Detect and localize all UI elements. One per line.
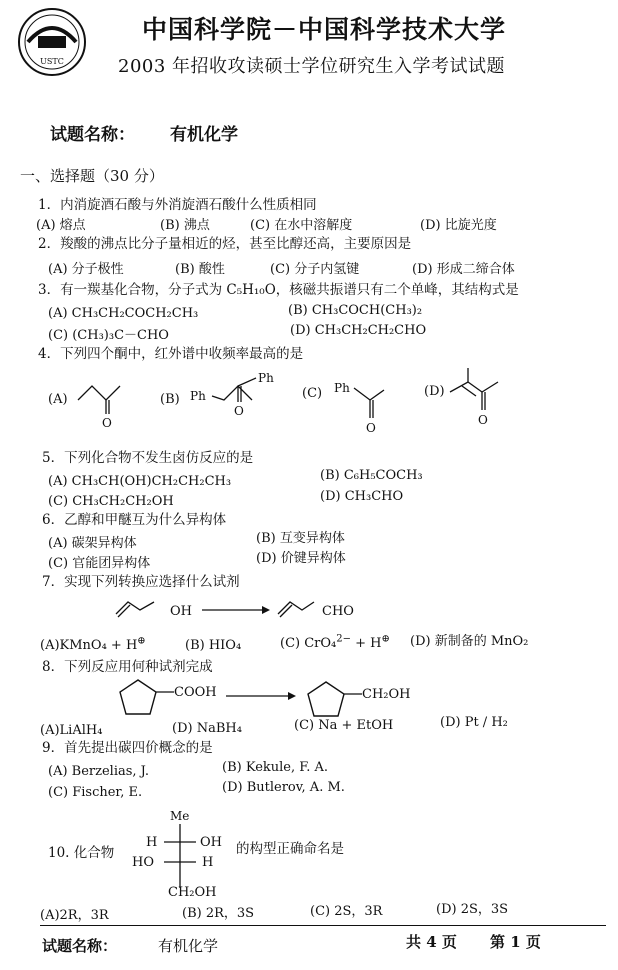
q10-top-group: Me [170, 809, 190, 823]
q6-option-d: (D) 价键异构体 [256, 551, 346, 566]
q7-option-b: (B) HIO₄ [185, 638, 242, 653]
header-title: 中国科学院－中国科学技术大学 [142, 15, 507, 44]
footer-rule [40, 925, 606, 926]
q7-option-c: (C) CrO₄ [280, 636, 337, 651]
q8-option-d: (D) Pt / H₂ [440, 715, 508, 730]
q4c-phenyl: Ph [334, 381, 350, 395]
q10-fischer-projection [128, 806, 248, 898]
section-title: 一、选择题（30 分） [20, 167, 164, 185]
q1-option-c: (C) 在水中溶解度 [250, 218, 353, 233]
q7-option-a-charge: ⊕ [137, 635, 146, 647]
q10-row1-left: H [146, 835, 158, 850]
q6-stem: 6．乙醇和甲醚互为什么异构体 [42, 512, 227, 528]
q1-stem: 1．内消旋酒石酸与外消旋酒石酸什么性质相同 [38, 197, 317, 213]
q3-option-c: (C) (CH₃)₃C－CHO [48, 328, 169, 343]
q9-option-d: (D) Butlerov, A. M. [222, 780, 345, 795]
q4-structure-b [190, 368, 300, 428]
q7-oh: OH [170, 604, 192, 619]
q4-stem: 4．下列四个酮中，红外谱中收频率最高的是 [38, 346, 304, 362]
q8-option-b: (D) NaBH₄ [172, 721, 242, 736]
q7-option-d: (D) 新制备的 MnO₂ [410, 634, 529, 649]
q10-option-a: (A)2R，3R [40, 908, 109, 923]
q7-option-c-charge: 2− [336, 633, 352, 645]
q4b-oxygen: O [234, 404, 244, 418]
q8-stem: 8．下列反应用何种试剂完成 [42, 659, 213, 675]
q3-option-a: (A) CH₃CH₂COCH₂CH₃ [48, 306, 199, 321]
footer-name: 有机化学 [158, 937, 219, 955]
q6-option-c: (C) 官能团异构体 [48, 556, 151, 571]
q1-option-d: (D) 比旋光度 [420, 218, 497, 233]
q7-cho: CHO [322, 604, 354, 619]
q4-option-c: (C) [302, 386, 323, 401]
q2-option-b: (B) 酸性 [175, 262, 225, 277]
q10-option-c: (C) 2S，3R [310, 904, 383, 919]
q6-option-a: (A) 碳架异构体 [48, 536, 137, 551]
q2-option-a: (A) 分子极性 [48, 262, 124, 277]
q4b-phenyl-left: Ph [190, 389, 206, 403]
q10-option-b: (B) 2R，3S [182, 906, 255, 921]
logo-text: USTC [40, 57, 64, 66]
q4c-oxygen: O [366, 421, 376, 435]
q9-option-b: (B) Kekule, F. A. [222, 760, 329, 775]
q10-row2-left: HO [132, 855, 154, 870]
q3-option-b: (B) CH₃COCH(CH₃)₂ [288, 303, 423, 318]
q4a-oxygen: O [102, 416, 112, 430]
q7-reaction [110, 592, 370, 632]
q2-option-c: (C) 分子内氢键 [270, 262, 360, 277]
footer-name-label: 试题名称： [42, 937, 118, 955]
exam-name-label: 试题名称： [50, 125, 135, 145]
q10-row1-right: OH [200, 835, 222, 850]
q3-stem: 3．有一羰基化合物，分子式为 C₅H₁₀O，核磁共振谱只有二个单峰，其结构式是 [38, 282, 519, 298]
q4-structure-a [74, 368, 144, 428]
header-subtitle: 2003 年招收攻读硕士学位研究生入学考试试题 [118, 56, 506, 77]
q7-stem: 7．实现下列转换应选择什么试剂 [42, 574, 240, 590]
q5-option-c: (C) CH₃CH₂CH₂OH [48, 494, 174, 509]
university-logo [16, 6, 88, 78]
q8-ch2oh: CH₂OH [362, 687, 411, 702]
q5-option-a: (A) CH₃CH(OH)CH₂CH₂CH₃ [48, 474, 232, 489]
q5-option-d: (D) CH₃CHO [320, 489, 404, 504]
q4b-phenyl-right: Ph [258, 371, 274, 385]
q6-option-b: (B) 互变异构体 [256, 531, 345, 546]
q4-option-d: (D) [424, 384, 445, 399]
q10-bottom-group: CH₂OH [168, 885, 217, 900]
q7-option-a: (A)KMnO₄ + H [40, 638, 138, 653]
footer-total-pages: 共 4 页 [406, 933, 457, 951]
q4d-oxygen: O [478, 413, 488, 427]
q9-stem: 9．首先提出碳四价概念的是 [42, 740, 213, 756]
q4-option-b: (B) [160, 392, 180, 407]
q5-stem: 5．下列化合物不发生卤仿反应的是 [42, 450, 254, 466]
q8-cooh: COOH [174, 685, 217, 700]
q9-option-a: (A) Berzelias, J. [48, 764, 150, 779]
q9-option-c: (C) Fischer, E. [48, 785, 143, 800]
footer-page-number: 第 1 页 [490, 933, 541, 951]
q8-option-a: (A)LiAlH₄ [40, 723, 103, 738]
q2-option-d: (D) 形成二缔合体 [412, 262, 515, 277]
exam-name: 有机化学 [170, 125, 238, 145]
q7-option-c-hplus: ⊕ [381, 633, 390, 645]
q2-stem: 2．羧酸的沸点比分子量相近的烃，甚至比醇还高，主要原因是 [38, 236, 412, 252]
q8-option-c: (C) Na + EtOH [294, 718, 394, 733]
q4-structure-d [448, 362, 518, 432]
q3-option-d: (D) CH₃CH₂CH₂CHO [290, 323, 427, 338]
q5-option-b: (B) C₆H₅COCH₃ [320, 468, 423, 483]
q10-option-d: (D) 2S，3S [436, 902, 509, 917]
q10-stem: 10. 化合物 [48, 845, 115, 861]
q8-reaction [118, 674, 438, 724]
q4-option-a: (A) [48, 392, 68, 407]
q1-option-a: (A) 熔点 [36, 218, 86, 233]
q4-structure-c [334, 370, 414, 440]
q10-stem-tail: 的构型正确命名是 [236, 841, 344, 857]
q10-row2-right: H [202, 855, 214, 870]
q1-option-b: (B) 沸点 [160, 218, 210, 233]
